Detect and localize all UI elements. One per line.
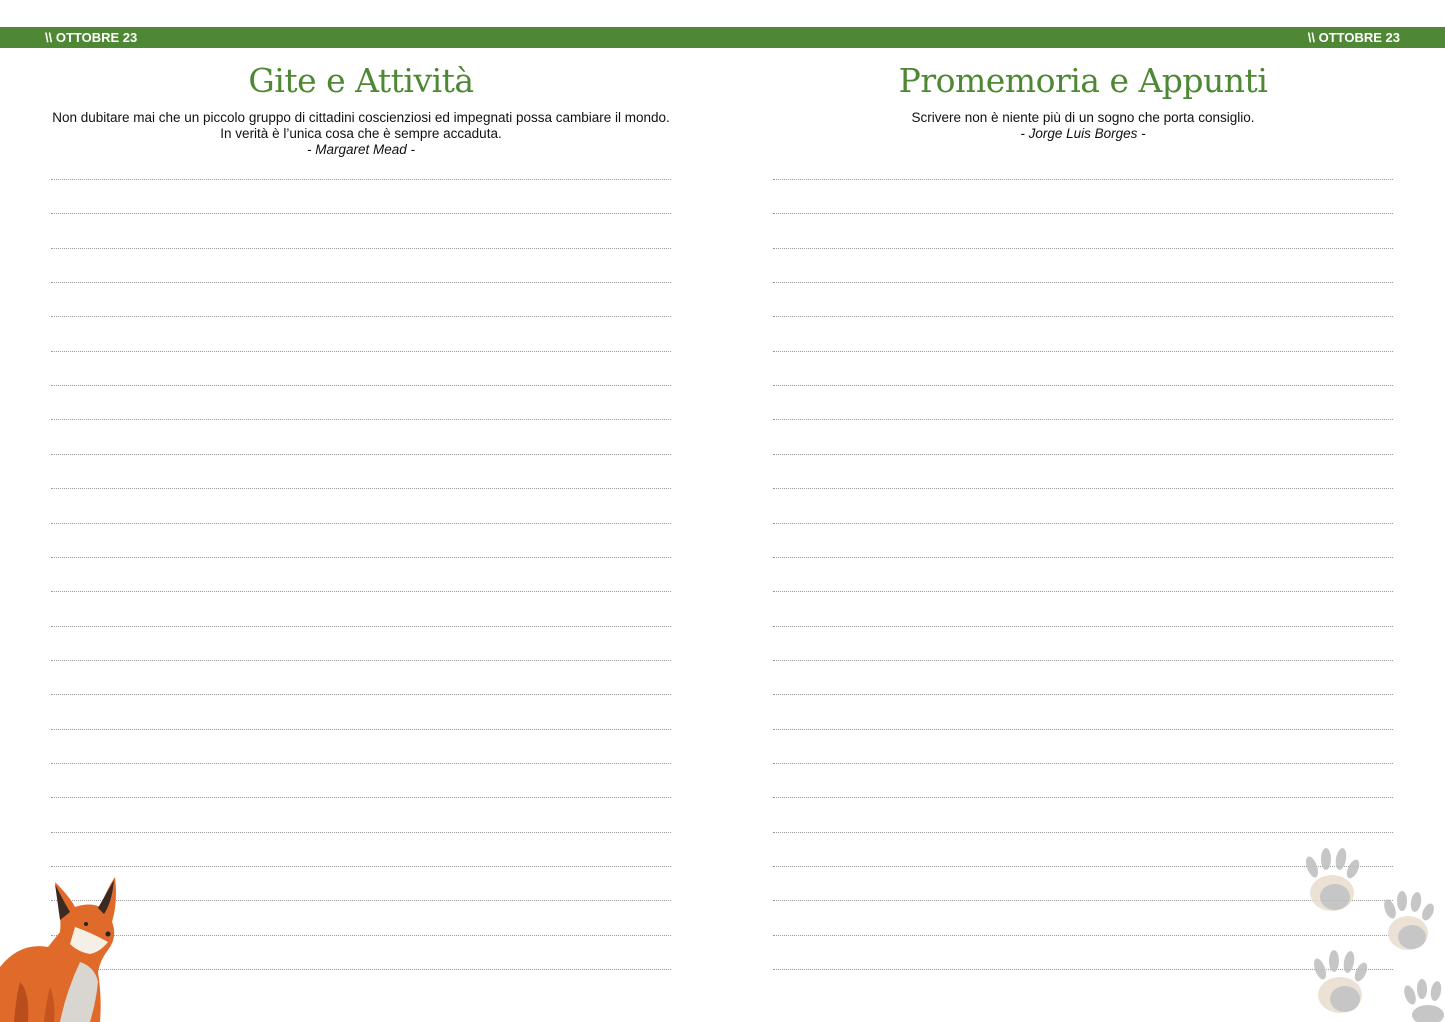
ruled-line xyxy=(51,591,671,592)
page-title: Promemoria e Appunti xyxy=(898,61,1268,100)
ruled-line xyxy=(773,316,1393,317)
ruled-line xyxy=(51,557,671,558)
ruled-line xyxy=(51,797,671,798)
ruled-line xyxy=(51,454,671,455)
ruled-line xyxy=(51,523,671,524)
quote-author: - Margaret Mead - xyxy=(306,142,416,157)
ruled-line xyxy=(51,282,671,283)
ruled-line xyxy=(51,626,671,627)
header-bar xyxy=(0,27,1445,48)
ruled-line xyxy=(773,419,1393,420)
quote-author: - Jorge Luis Borges - xyxy=(1020,126,1146,141)
ruled-line xyxy=(773,213,1393,214)
ruled-line xyxy=(773,660,1393,661)
ruled-line xyxy=(51,729,671,730)
quote-block xyxy=(51,110,671,158)
ruled-line xyxy=(51,763,671,764)
ruled-line xyxy=(773,523,1393,524)
ruled-line xyxy=(51,179,671,180)
ruled-line xyxy=(773,797,1393,798)
right-page xyxy=(773,48,1393,142)
paw-prints-illustration xyxy=(1290,845,1445,1022)
quote-line: Scrivere non è niente più di un sogno che porta consiglio. xyxy=(911,110,1255,125)
ruled-line xyxy=(51,419,671,420)
ruled-line xyxy=(51,969,671,970)
ruled-line xyxy=(773,832,1393,833)
left-page xyxy=(51,48,671,158)
ruled-line xyxy=(51,248,671,249)
fox-illustration xyxy=(0,872,125,1022)
ruled-line xyxy=(773,626,1393,627)
ruled-line xyxy=(773,248,1393,249)
ruled-line xyxy=(773,454,1393,455)
ruled-line xyxy=(773,351,1393,352)
ruled-line xyxy=(773,282,1393,283)
ruled-line xyxy=(51,832,671,833)
ruled-line xyxy=(51,385,671,386)
ruled-line xyxy=(773,179,1393,180)
ruled-line xyxy=(51,316,671,317)
page-title: Gite e Attività xyxy=(248,61,474,100)
ruled-line xyxy=(51,213,671,214)
quote-line: In verità è l’unica cosa che è sempre accaduta. xyxy=(220,126,502,141)
ruled-line xyxy=(51,900,671,901)
ruled-line xyxy=(51,488,671,489)
quote-block xyxy=(773,110,1393,142)
ruled-line xyxy=(51,351,671,352)
ruled-line xyxy=(773,385,1393,386)
quote-line: Non dubitare mai che un piccolo gruppo di cittadini coscienziosi ed impegnati possa cambiare il mondo. xyxy=(52,110,670,125)
ruled-line xyxy=(773,488,1393,489)
ruled-line xyxy=(51,660,671,661)
ruled-line xyxy=(51,866,671,867)
ruled-line xyxy=(51,694,671,695)
ruled-line xyxy=(773,694,1393,695)
header-date-left: \\ OTTOBRE 23 xyxy=(45,30,138,45)
header-date-right: \\ OTTOBRE 23 xyxy=(1307,30,1400,45)
ruled-line xyxy=(773,763,1393,764)
ruled-line xyxy=(773,591,1393,592)
ruled-line xyxy=(773,557,1393,558)
ruled-line xyxy=(773,729,1393,730)
ruled-line xyxy=(51,935,671,936)
